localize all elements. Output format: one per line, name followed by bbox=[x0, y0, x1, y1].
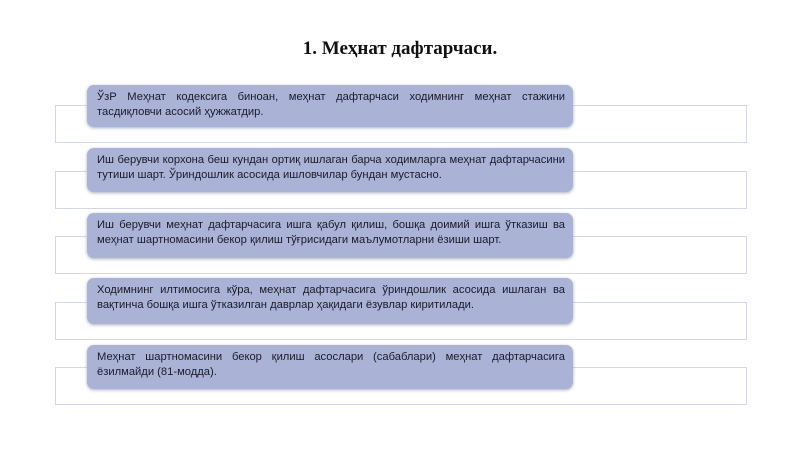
slide-title: 1. Меҳнат дафтарчаси. bbox=[302, 38, 498, 59]
list-item: Иш берувчи корхона беш кундан ортиқ ишлаган барча ходимларга меҳнат дафтарчасини тутиши шарт. Ўриндошлик асосида ишловчилар бундан мустасно. bbox=[87, 148, 573, 192]
list-item: Иш берувчи меҳнат дафтарчасига ишга қабул қилиш, бошқа доимий ишга ўтказиш ва меҳнат шартномасини бекор қилиш тўғрисидаги маълумотларни ёзиши шарт. bbox=[87, 213, 573, 258]
list-item: ЎзР Меҳнат кодексига биноан, меҳнат дафтарчаси ходимнинг меҳнат стажини тасдиқловчи асосий ҳужжатдир. bbox=[87, 85, 573, 127]
list-item: Меҳнат шартномасини бекор қилиш асослари (сабаблари) меҳнат дафтарчасига ёзилмайди (81-модда). bbox=[87, 345, 573, 389]
list-item: Ходимнинг илтимосига кўра, меҳнат дафтарчасига ўриндошлик асосида ишлаган ва вақтинча бошқа ишга ўтказилган даврлар ҳақидаги ёзувлар киритилади. bbox=[87, 278, 573, 324]
